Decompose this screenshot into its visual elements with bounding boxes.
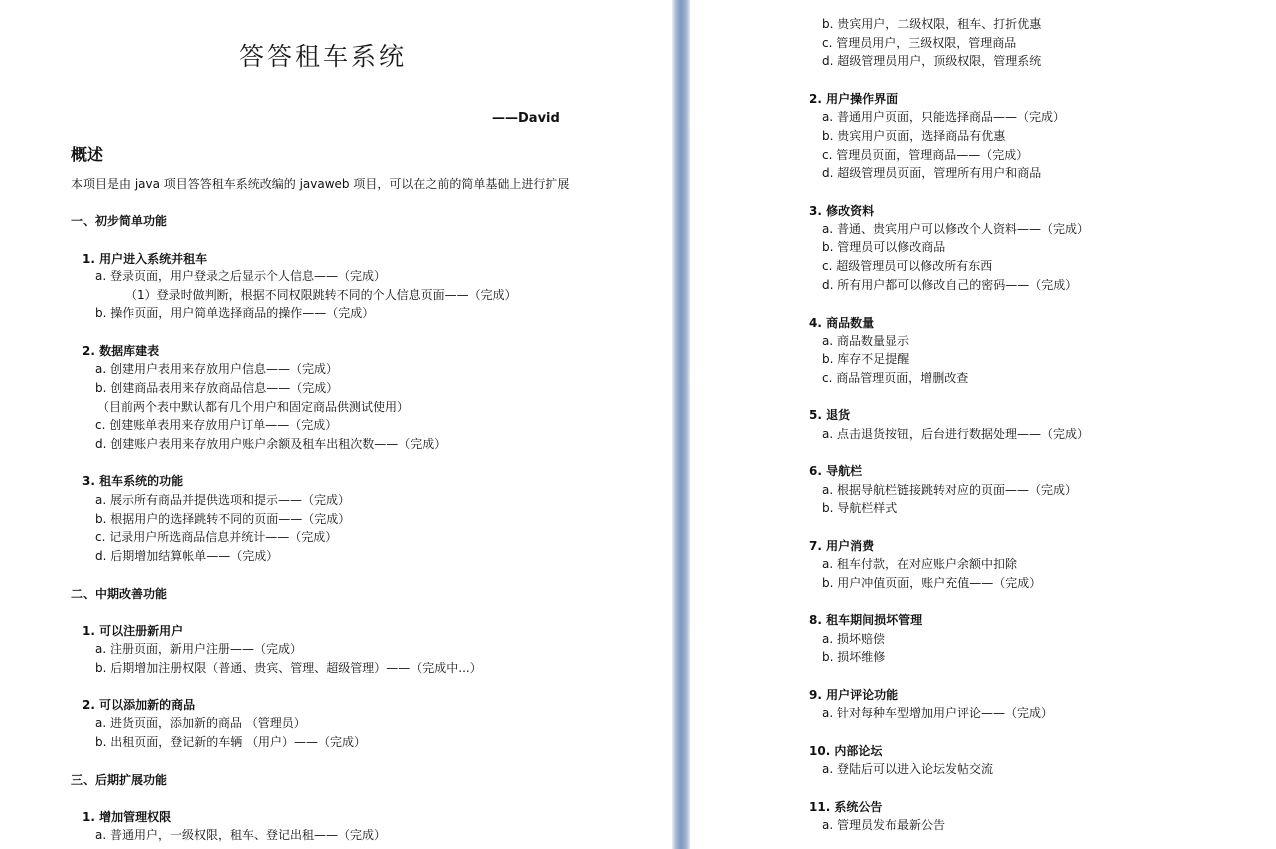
author-line: ——David	[492, 111, 560, 126]
list-item: a. 注册页面，新用户注册——（完成）	[95, 642, 302, 656]
list-item: b. 导航栏样式	[822, 501, 898, 515]
list-item: a. 点击退货按钮，后台进行数据处理——（完成）	[822, 427, 1089, 441]
list-item: c. 商品管理页面，增删改查	[822, 371, 969, 385]
list-item: a. 普通用户页面，只能选择商品——（完成）	[822, 110, 1065, 124]
list-item: c. 记录用户所选商品信息并统计——（完成）	[95, 530, 338, 544]
list-item-note: （1）登录时做判断，根据不同权限跳转不同的个人信息页面——（完成）	[125, 288, 517, 302]
subsection-title: 8. 租车期间损坏管理	[809, 613, 923, 627]
list-item: a. 损坏赔偿	[822, 632, 885, 646]
list-item: c. 管理员页面，管理商品——（完成）	[822, 148, 1029, 162]
list-item: b. 用户冲值页面，账户充值——（完成）	[822, 576, 1042, 590]
subsection-title: 1. 用户进入系统并租车	[82, 252, 208, 266]
list-item: a. 普通、贵宾用户可以修改个人资料——（完成）	[822, 222, 1089, 236]
list-item: d. 后期增加结算帐单——（完成）	[95, 549, 279, 563]
subsection-title: 4. 商品数量	[809, 316, 875, 330]
list-item: c. 创建账单表用来存放用户订单——（完成）	[95, 418, 338, 432]
list-item: b. 创建商品表用来存放商品信息——（完成）	[95, 381, 339, 395]
subsection-title: 2. 可以添加新的商品	[82, 698, 196, 712]
list-item: a. 针对每种车型增加用户评论——（完成）	[822, 706, 1053, 720]
list-item: b. 后期增加注册权限（普通、贵宾、管理、超级管理）——（完成中...）	[95, 661, 482, 675]
subsection-title: 1. 增加管理权限	[82, 810, 172, 824]
subsection-title: 5. 退货	[809, 408, 851, 422]
list-item: a. 进货页面，添加新的商品 （管理员）	[95, 716, 306, 730]
subsection-title: 6. 导航栏	[809, 464, 863, 478]
list-item: a. 根据导航栏链接跳转对应的页面——（完成）	[822, 483, 1077, 497]
subsection-title: 11. 系统公告	[809, 800, 883, 814]
list-item: b. 损坏维修	[822, 650, 886, 664]
list-item: a. 创建用户表用来存放用户信息——（完成）	[95, 362, 338, 376]
list-item: d. 所有用户都可以修改自己的密码——（完成）	[822, 278, 1078, 292]
list-item: c. 管理员用户，三级权限，管理商品	[822, 36, 1017, 50]
subsection-title: 3. 修改资料	[809, 204, 875, 218]
list-item: d. 创建账户表用来存放用户账户余额及租车出租次数——（完成）	[95, 437, 447, 451]
list-item: b. 根据用户的选择跳转不同的页面——（完成）	[95, 512, 351, 526]
list-item: a. 商品数量显示	[822, 334, 909, 348]
document-title: 答答租车系统	[239, 42, 408, 71]
overview-heading: 概述	[71, 145, 104, 164]
page-divider	[672, 0, 690, 849]
list-item: c. 超级管理员可以修改所有东西	[822, 259, 993, 273]
list-item-note: （目前两个表中默认都有几个用户和固定商品供测试使用）	[97, 400, 410, 414]
list-item: b. 操作页面，用户简单选择商品的操作——（完成）	[95, 306, 375, 320]
subsection-title: 9. 用户评论功能	[809, 688, 899, 702]
list-item: d. 超级管理员用户，顶级权限，管理系统	[822, 54, 1042, 68]
subsection-title: 10. 内部论坛	[809, 744, 883, 758]
subsection-title: 7. 用户消费	[809, 539, 875, 553]
overview-text: 本项目是由 java 项目答答租车系统改编的 javaweb 项目，可以在之前的简单基础上进行扩展	[71, 177, 570, 191]
list-item: a. 租车付款，在对应账户余额中扣除	[822, 557, 1017, 571]
list-item: a. 展示所有商品并提供选项和提示——（完成）	[95, 493, 350, 507]
list-item: b. 贵宾用户，二级权限，租车、打折优惠	[822, 17, 1042, 31]
list-item: b. 库存不足提醒	[822, 352, 910, 366]
list-item: b. 出租页面，登记新的车辆 （用户）——（完成）	[95, 735, 367, 749]
subsection-title: 2. 数据库建表	[82, 344, 160, 358]
subsection-title: 2. 用户操作界面	[809, 92, 899, 106]
list-item: b. 管理员可以修改商品	[822, 240, 946, 254]
subsection-title: 3. 租车系统的功能	[82, 474, 184, 488]
list-item: a. 管理员发布最新公告	[822, 818, 945, 832]
section-heading-2: 二、中期改善功能	[71, 587, 168, 601]
list-item: a. 登陆后可以进入论坛发帖交流	[822, 762, 993, 776]
list-item: a. 登录页面，用户登录之后显示个人信息——（完成）	[95, 269, 386, 283]
list-item: d. 超级管理员页面，管理所有用户和商品	[822, 166, 1042, 180]
section-heading-3: 三、后期扩展功能	[71, 773, 168, 787]
section-heading-1: 一、初步简单功能	[71, 214, 168, 228]
list-item: b. 贵宾用户页面，选择商品有优惠	[822, 129, 1006, 143]
document-page-right	[690, 0, 1276, 849]
list-item: a. 普通用户，一级权限，租车、登记出租——（完成）	[95, 828, 386, 842]
subsection-title: 1. 可以注册新用户	[82, 624, 184, 638]
